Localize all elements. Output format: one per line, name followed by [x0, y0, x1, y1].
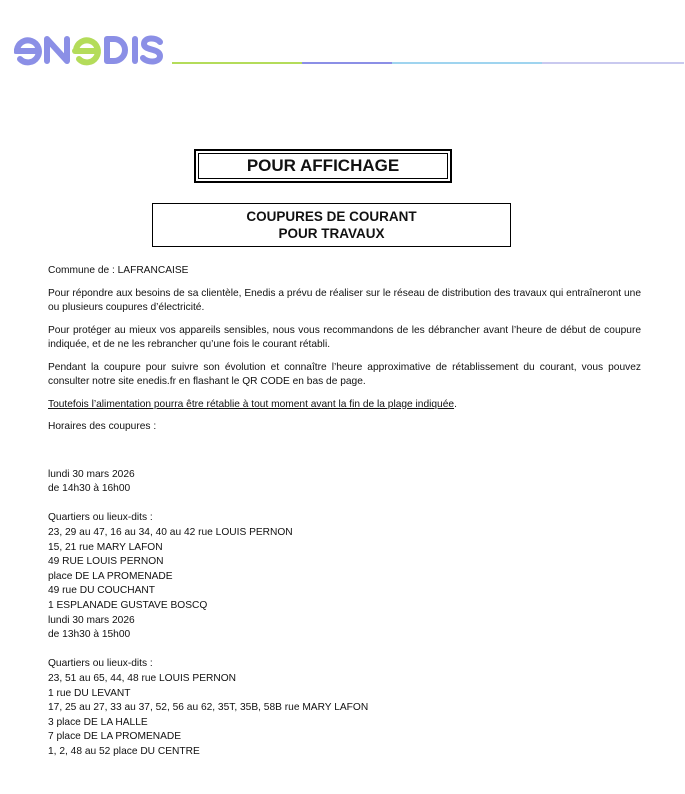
outage-1-place: 49 RUE LOUIS PERNON	[48, 556, 164, 568]
outage-2-place: 23, 51 au 65, 44, 48 rue LOUIS PERNON	[48, 672, 237, 684]
paragraph-warning	[48, 398, 641, 413]
enedis-logo-graphic	[14, 30, 164, 70]
subtitle-box	[152, 203, 511, 247]
outage-2-date: lundi 30 mars 2026	[48, 614, 135, 626]
outage-2-heading: Quartiers ou lieux-dits :	[48, 658, 153, 670]
title-box	[194, 149, 452, 183]
outage-1-heading: Quartiers ou lieux-dits :	[48, 512, 153, 524]
warning-text: Toutefois l’alimentation pourra être rétablie à tout moment avant la fin de la plage indiquée	[48, 398, 455, 410]
outage-2-time: de 13h30 à 15h00	[48, 629, 131, 641]
outage-1-place: 49 rue DU COUCHANT	[48, 585, 155, 597]
title-text: POUR AFFICHAGE	[198, 153, 448, 179]
notice-body	[48, 264, 641, 759]
paragraph-recommendation: Pour protéger au mieux vos appareils sensibles, nous vous recommandons de les débrancher avant l’heure de début de coupure indiquée, et de ne les rebrancher qu’une fois le courant rétabli.	[48, 324, 641, 350]
outage-2-place: 17, 25 au 27, 33 au 37, 52, 56 au 62, 35T, 35B, 58B rue MARY LAFON	[48, 702, 369, 714]
schedule-section	[48, 420, 641, 759]
subtitle-line1: COUPURES DE COURANT	[246, 209, 417, 224]
outage-2-place: 7 place DE LA PROMENADE	[48, 731, 182, 743]
commune-line: Commune de : LAFRANCAISE	[48, 265, 189, 276]
outage-1-place: place DE LA PROMENADE	[48, 570, 173, 582]
outage-2-place: 1, 2, 48 au 52 place DU CENTRE	[48, 745, 200, 757]
outage-2-place: 3 place DE LA HALLE	[48, 716, 148, 728]
paragraph-follow-up: Pendant la coupure pour suivre son évolution et connaître l’heure approximative de rétablissement du courant, vous pouvez consulter notre site enedis.fr en flashant le QR CODE en bas de page.	[48, 361, 641, 387]
outage-1-time: de 14h30 à 16h00	[48, 483, 131, 495]
paragraph-intro: Pour répondre aux besoins de sa clientèle, Enedis a prévu de réaliser sur le réseau de distribution des travaux qui entraîneront une ou plusieurs coupures d’électricité.	[48, 287, 641, 313]
outage-1-place: 1 ESPLANADE GUSTAVE BOSCQ	[48, 599, 208, 611]
schedule-heading: Horaires des coupures :	[48, 421, 157, 432]
outage-1-date: lundi 30 mars 2026	[48, 468, 135, 480]
subtitle-line2: POUR TRAVAUX	[278, 226, 385, 241]
outage-2-place: 1 rue DU LEVANT	[48, 687, 131, 699]
warning-period: .	[454, 398, 457, 410]
outage-1-place: 15, 21 rue MARY LAFON	[48, 541, 163, 553]
header-rule	[172, 62, 684, 65]
outage-1-place: 23, 29 au 47, 16 au 34, 40 au 42 rue LOUIS PERNON	[48, 526, 293, 538]
enedis-logo	[14, 30, 164, 70]
